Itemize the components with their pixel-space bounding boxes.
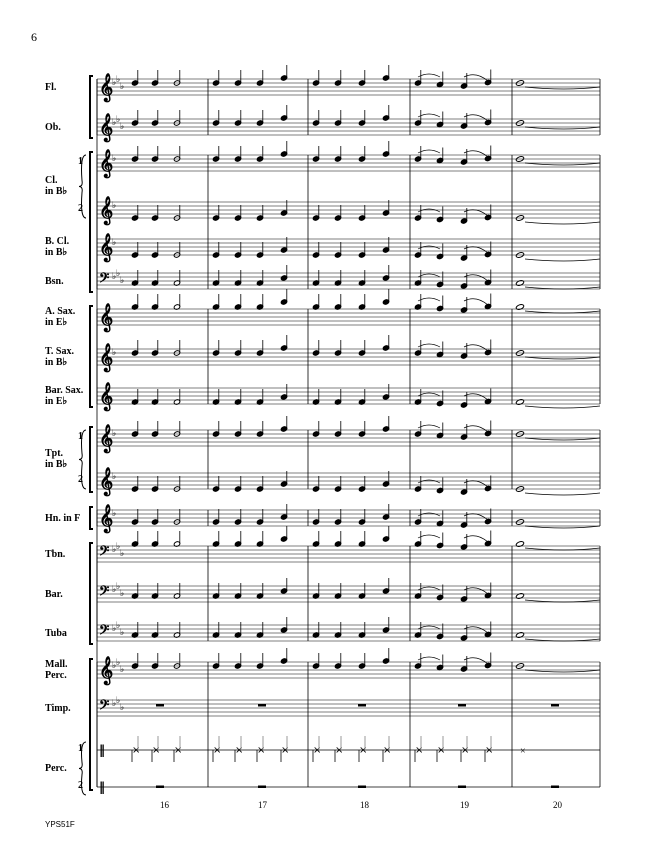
x-notehead-icon: × — [152, 745, 161, 756]
slur — [464, 345, 488, 351]
slur — [418, 344, 440, 347]
slur — [464, 426, 488, 432]
x-notehead-icon: × — [235, 745, 244, 756]
whole-note — [515, 632, 524, 639]
slur — [418, 274, 440, 277]
flat-icon: ♭ — [120, 549, 125, 559]
x-notehead-icon: × — [257, 745, 266, 756]
rest-icon — [258, 786, 266, 789]
flat-icon: ♭ — [116, 269, 121, 279]
whole-note — [515, 280, 524, 287]
flat-icon: ♭ — [120, 703, 125, 713]
slur — [418, 114, 440, 117]
slur — [464, 75, 488, 81]
slur — [418, 480, 440, 483]
rest-icon — [458, 704, 466, 707]
slur — [418, 209, 440, 212]
group-bracket — [90, 507, 93, 529]
treble-clef-icon: 𝄞 — [99, 113, 114, 141]
treble-clef-icon: 𝄞 — [99, 196, 114, 224]
x-notehead-icon: × — [485, 745, 494, 756]
brace — [79, 430, 86, 489]
slur — [418, 298, 440, 301]
flat-icon: ♭ — [116, 115, 121, 125]
flat-icon: ♭ — [120, 122, 125, 132]
treble-clef-icon: 𝄞 — [99, 149, 114, 177]
instrument-label: T. Sax. in B♭ — [45, 346, 74, 368]
bass-clef-icon: 𝄢 — [99, 583, 110, 602]
flat-icon: ♭ — [120, 82, 125, 92]
group-bracket — [90, 659, 93, 790]
whole-note — [515, 541, 524, 548]
instrument-label: Bar. — [45, 588, 63, 600]
rest-icon — [458, 786, 466, 789]
flat-icon: ♭ — [112, 272, 117, 282]
voice-number: 2 — [78, 474, 83, 485]
instrument-label: Tbn. — [45, 548, 66, 560]
instrument-label: Bsn. — [45, 275, 64, 287]
bass-clef-icon: 𝄢 — [99, 543, 110, 562]
x-notehead-icon: × — [213, 745, 222, 756]
rest-icon — [358, 786, 366, 789]
flat-icon: ♭ — [112, 118, 117, 128]
brace — [79, 155, 86, 218]
footer-code: YPS51F — [45, 820, 75, 829]
slur — [464, 210, 488, 216]
flat-icon: ♭ — [112, 661, 117, 671]
brace — [79, 742, 86, 795]
treble-clef-icon: 𝄞 — [99, 656, 114, 684]
slur — [418, 513, 440, 516]
flat-icon: ♭ — [112, 429, 117, 439]
flat-icon: ♭ — [116, 75, 121, 85]
slur — [418, 535, 440, 538]
measure-number: 19 — [460, 800, 469, 810]
rest-icon — [358, 704, 366, 707]
slur — [464, 627, 488, 633]
x-notehead-icon: × — [520, 746, 526, 757]
tie — [525, 127, 600, 129]
x-notehead-icon: × — [335, 745, 344, 756]
instrument-label: Mall. Perc. — [45, 659, 68, 681]
flat-icon: ♭ — [112, 201, 117, 211]
rest-icon — [258, 704, 266, 707]
x-notehead-icon: × — [415, 745, 424, 756]
instrument-label: Tpt. in B♭ — [45, 448, 68, 470]
bass-clef-icon: 𝄢 — [99, 697, 110, 716]
flat-icon: ♭ — [112, 509, 117, 519]
flat-icon: ♭ — [116, 621, 121, 631]
whole-note — [515, 593, 524, 600]
voice-number: 2 — [78, 780, 83, 791]
whole-note — [515, 304, 524, 311]
treble-clef-icon: 𝄞 — [99, 73, 114, 101]
treble-clef-icon: 𝄞 — [99, 467, 114, 495]
flat-icon: ♭ — [120, 665, 125, 675]
x-notehead-icon: × — [313, 745, 322, 756]
flat-icon: ♭ — [112, 545, 117, 555]
flat-icon: ♭ — [116, 696, 121, 706]
treble-clef-icon: 𝄞 — [99, 303, 114, 331]
x-notehead-icon: × — [437, 745, 446, 756]
slur — [418, 425, 440, 428]
rest-icon — [156, 704, 164, 707]
tie — [525, 493, 600, 495]
rest-icon — [551, 786, 559, 789]
instrument-label: Fl. — [45, 81, 57, 93]
measure-number: 18 — [360, 800, 369, 810]
slur — [464, 247, 488, 253]
flat-icon: ♭ — [112, 585, 117, 595]
group-bracket — [90, 152, 93, 292]
slur — [418, 246, 440, 249]
slur — [464, 588, 488, 594]
x-notehead-icon: × — [174, 745, 183, 756]
voice-number: 1 — [78, 743, 83, 754]
voice-number: 2 — [78, 203, 83, 214]
page-number: 6 — [31, 30, 37, 44]
flat-icon: ♭ — [116, 542, 121, 552]
slur — [464, 151, 488, 157]
slur — [464, 536, 488, 542]
voice-number: 1 — [78, 431, 83, 442]
treble-clef-icon: 𝄞 — [99, 424, 114, 452]
flat-icon: ♭ — [112, 699, 117, 709]
instrument-label: Hn. in F — [45, 512, 81, 524]
flat-icon: ♭ — [116, 658, 121, 668]
group-bracket — [90, 306, 93, 407]
flat-icon: ♭ — [120, 628, 125, 638]
voice-number: 1 — [78, 156, 83, 167]
slur — [418, 74, 440, 77]
group-bracket — [90, 76, 93, 138]
treble-clef-icon: 𝄞 — [99, 343, 114, 371]
slur — [418, 587, 440, 590]
x-notehead-icon: × — [359, 745, 368, 756]
instrument-label: B. Cl. in B♭ — [45, 236, 70, 258]
instrument-label: Ob. — [45, 121, 61, 133]
measure-number: 17 — [258, 800, 267, 810]
perc-clef-icon: ‖ — [99, 780, 105, 794]
slur — [418, 657, 440, 660]
slur — [464, 394, 488, 400]
slur — [464, 299, 488, 305]
x-notehead-icon: × — [461, 745, 470, 756]
tie — [525, 222, 600, 224]
tie — [525, 259, 600, 261]
slur — [464, 514, 488, 520]
measure-number: 20 — [553, 800, 562, 810]
measure-number: 16 — [160, 800, 169, 810]
flat-icon: ♭ — [112, 472, 117, 482]
rest-icon — [551, 704, 559, 707]
flat-icon: ♭ — [112, 78, 117, 88]
group-bracket — [90, 427, 93, 492]
slur — [464, 658, 488, 664]
slur — [464, 115, 488, 121]
slur — [418, 150, 440, 153]
rest-icon — [156, 786, 164, 789]
flat-icon: ♭ — [120, 589, 125, 599]
flat-icon: ♭ — [112, 348, 117, 358]
tie — [525, 406, 600, 408]
bass-clef-icon: 𝄢 — [99, 270, 110, 289]
slur — [418, 393, 440, 396]
flat-icon: ♭ — [116, 582, 121, 592]
x-notehead-icon: × — [281, 745, 290, 756]
flat-icon: ♭ — [112, 154, 117, 164]
instrument-label: Bar. Sax. in E♭ — [45, 385, 84, 407]
instrument-label: A. Sax. in E♭ — [45, 306, 76, 328]
flat-icon: ♭ — [112, 624, 117, 634]
flat-icon: ♭ — [120, 276, 125, 286]
treble-clef-icon: 𝄞 — [99, 382, 114, 410]
instrument-label: Timp. — [45, 702, 71, 714]
whole-note — [515, 399, 524, 406]
bass-clef-icon: 𝄢 — [99, 622, 110, 641]
tie — [525, 87, 600, 89]
slur — [418, 626, 440, 629]
treble-clef-icon: 𝄞 — [99, 233, 114, 261]
group-bracket — [90, 543, 93, 644]
x-notehead-icon: × — [383, 745, 392, 756]
perc-clef-icon: ‖ — [99, 743, 105, 757]
instrument-label: Perc. — [45, 762, 67, 774]
x-notehead-icon: × — [132, 745, 141, 756]
treble-clef-icon: 𝄞 — [99, 504, 114, 532]
instrument-label: Cl. in B♭ — [45, 175, 68, 197]
flat-icon: ♭ — [112, 238, 117, 248]
instrument-label: Tuba — [45, 627, 67, 639]
slur — [464, 481, 488, 487]
slur — [464, 275, 488, 281]
